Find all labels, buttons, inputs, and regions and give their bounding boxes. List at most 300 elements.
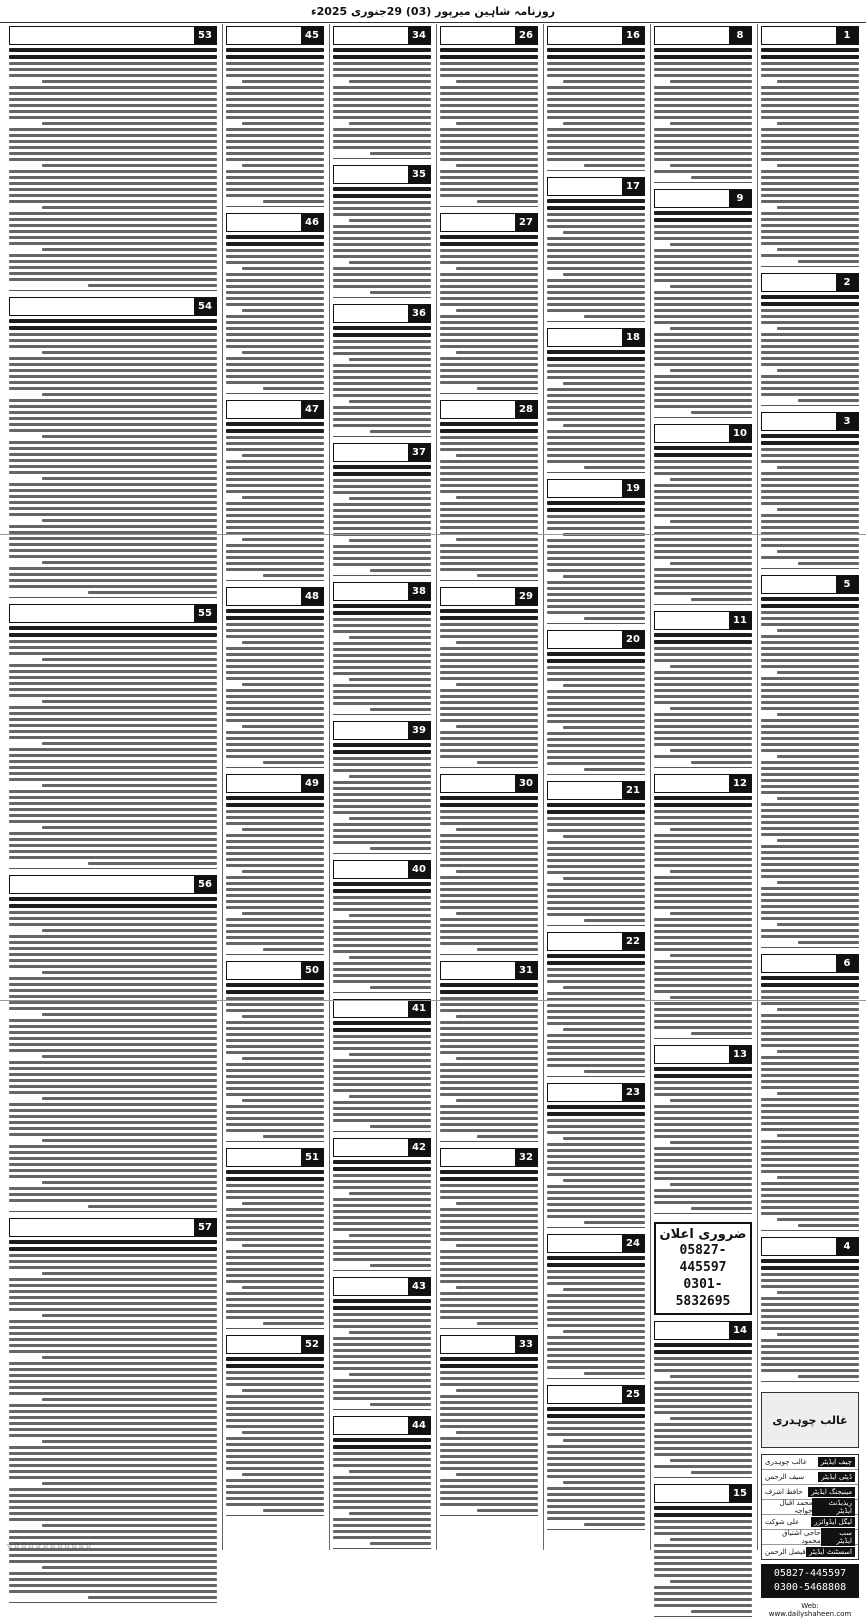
text-line: [761, 905, 859, 908]
text-line: [440, 1081, 538, 1084]
text-line: [440, 466, 538, 469]
text-line: [440, 1226, 538, 1229]
story-text: [226, 983, 324, 1138]
text-line: [333, 509, 431, 512]
text-line: [761, 1259, 859, 1263]
text-line: [242, 1389, 324, 1392]
text-line: [226, 1419, 324, 1422]
text-line: [761, 302, 859, 306]
text-line: [440, 502, 538, 505]
text-line: [440, 1039, 538, 1042]
text-line: [547, 1209, 645, 1212]
text-line: [440, 858, 538, 861]
text-line: [9, 1464, 217, 1467]
text-line: [654, 556, 752, 559]
text-line: [440, 1401, 538, 1404]
text-line: [440, 321, 538, 324]
text-line: [333, 962, 431, 965]
text-line: [42, 519, 217, 522]
text-line: [670, 369, 752, 372]
story-divider: [333, 1131, 431, 1132]
text-line: [761, 833, 859, 836]
text-line: [9, 98, 217, 101]
text-line: [547, 1499, 645, 1502]
story-divider: [654, 1477, 752, 1478]
text-line: [584, 919, 645, 922]
story-header: [547, 1385, 645, 1404]
text-line: [242, 309, 324, 312]
text-line: [333, 1160, 431, 1164]
text-line: [333, 352, 431, 355]
text-line: [547, 696, 645, 699]
text-line: [333, 346, 431, 349]
story-header: [654, 1484, 752, 1503]
story-divider: [654, 767, 752, 768]
text-line: [42, 393, 217, 396]
text-line: [9, 748, 217, 751]
text-line: [263, 387, 324, 390]
text-line: [456, 828, 538, 831]
text-line: [761, 520, 859, 523]
text-line: [547, 1348, 645, 1351]
text-line: [226, 1407, 324, 1410]
text-line: [9, 814, 217, 817]
text-line: [547, 841, 645, 844]
text-line: [761, 935, 859, 938]
column-6: [222, 24, 327, 1550]
text-line: [761, 701, 859, 704]
text-line: [9, 1290, 217, 1293]
text-line: [670, 327, 752, 330]
text-line: [333, 1174, 431, 1177]
text-line: [547, 1052, 645, 1055]
text-line: [440, 55, 538, 59]
text-line: [226, 345, 324, 348]
text-line: [9, 904, 217, 908]
text-line: [226, 86, 324, 89]
text-line: [761, 62, 859, 65]
text-line: [9, 1554, 217, 1557]
story-number: 32: [515, 1149, 537, 1166]
text-line: [333, 140, 431, 143]
text-line: [88, 1596, 217, 1599]
text-line: [9, 706, 217, 709]
text-line: [9, 62, 217, 65]
text-line: [547, 309, 645, 312]
staff-name: محمد اقبال خواجہ: [779, 1499, 813, 1515]
text-line: [9, 1031, 217, 1034]
text-line: [9, 1476, 217, 1479]
story-text: [440, 609, 538, 764]
text-line: [456, 267, 538, 270]
text-line: [42, 1356, 217, 1359]
text-line: [9, 218, 217, 221]
text-line: [761, 333, 859, 336]
text-line: [654, 351, 752, 354]
text-line: [226, 743, 324, 746]
story-text: [226, 1357, 324, 1512]
text-line: [226, 1497, 324, 1500]
text-line: [226, 339, 324, 342]
text-line: [440, 1292, 538, 1295]
text-line: [333, 1355, 431, 1358]
story-text: [547, 1105, 645, 1224]
text-line: [226, 134, 324, 137]
text-line: [9, 772, 217, 775]
text-line: [440, 609, 538, 613]
text-line: [547, 1131, 645, 1134]
text-line: [547, 732, 645, 735]
text-line: [349, 1095, 431, 1098]
text-line: [9, 646, 217, 649]
text-line: [777, 327, 859, 330]
text-line: [9, 676, 217, 679]
text-line: [654, 484, 752, 487]
story-header: [547, 1234, 645, 1253]
text-line: [226, 803, 324, 807]
text-line: [370, 152, 431, 155]
text-line: [761, 1146, 859, 1149]
story-header: [333, 26, 431, 45]
text-line: [440, 1123, 538, 1126]
text-line: [333, 1167, 431, 1171]
text-line: [654, 1201, 752, 1204]
text-line: [654, 62, 752, 65]
notice-phone: 05827-445597: [679, 1243, 727, 1275]
text-line: [761, 357, 859, 360]
story-header: [333, 582, 431, 601]
text-line: [9, 224, 217, 227]
text-line: [654, 1405, 752, 1408]
text-line: [440, 303, 538, 306]
staff-role: چیف ایڈیٹر: [818, 1457, 855, 1467]
text-line: [584, 466, 645, 469]
text-line: [440, 1425, 538, 1428]
text-line: [9, 104, 217, 107]
text-line: [333, 465, 431, 469]
text-line: [440, 1177, 538, 1181]
text-line: [761, 393, 859, 396]
text-line: [226, 297, 324, 300]
text-line: [654, 930, 752, 933]
text-line: [440, 695, 538, 698]
text-line: [226, 55, 324, 59]
text-line: [777, 1050, 859, 1053]
text-line: [9, 923, 217, 926]
text-line: [670, 1183, 752, 1186]
text-line: [761, 1128, 859, 1131]
text-line: [654, 339, 752, 342]
news-story: [758, 24, 862, 271]
text-line: [547, 961, 645, 965]
story-text: [333, 1160, 431, 1267]
story-text: [440, 235, 538, 390]
text-line: [654, 1411, 752, 1414]
text-line: [9, 1428, 217, 1431]
text-line: [333, 267, 431, 270]
text-line: [333, 763, 431, 766]
text-line: [654, 249, 752, 252]
story-header: [9, 26, 217, 45]
text-line: [333, 201, 431, 204]
text-line: [761, 460, 859, 463]
text-line: [440, 490, 538, 493]
story-number: 26: [515, 27, 537, 44]
text-line: [547, 968, 645, 971]
text-line: [333, 388, 431, 391]
story-header: [654, 424, 752, 443]
text-line: [9, 802, 217, 805]
text-line: [333, 340, 431, 343]
story-number: 44: [408, 1417, 430, 1434]
text-line: [333, 1500, 431, 1503]
text-line: [226, 182, 324, 185]
text-line: [440, 1461, 538, 1464]
text-line: [440, 1419, 538, 1422]
story-divider: [654, 417, 752, 418]
text-line: [226, 840, 324, 843]
text-line: [333, 1113, 431, 1116]
story-header: [333, 721, 431, 740]
text-line: [9, 417, 217, 420]
text-line: [9, 272, 217, 275]
text-line: [333, 110, 431, 113]
story-divider: [333, 714, 431, 715]
story-number: 41: [408, 1000, 430, 1017]
text-line: [654, 1526, 752, 1529]
text-line: [761, 1086, 859, 1089]
text-line: [9, 850, 217, 853]
text-line: [440, 864, 538, 867]
text-line: [761, 899, 859, 902]
text-line: [226, 1214, 324, 1217]
text-line: [547, 750, 645, 753]
fold-line: [0, 534, 866, 535]
text-line: [440, 840, 538, 843]
text-line: [9, 319, 217, 323]
text-line: [349, 539, 431, 542]
text-line: [333, 479, 431, 482]
news-story: [330, 858, 434, 997]
text-line: [9, 1193, 217, 1196]
text-line: [333, 370, 431, 373]
text-line: [242, 164, 324, 167]
text-line: [654, 1520, 752, 1523]
text-line: [440, 249, 538, 252]
column-4: [436, 24, 541, 1550]
text-line: [761, 86, 859, 89]
text-line: [226, 1491, 324, 1494]
text-line: [263, 761, 324, 764]
text-line: [333, 207, 431, 210]
news-story: [651, 422, 755, 609]
text-line: [440, 713, 538, 716]
text-line: [333, 920, 431, 923]
text-line: [9, 832, 217, 835]
text-line: [242, 912, 324, 915]
text-line: [761, 821, 859, 824]
text-line: [654, 864, 752, 867]
text-line: [440, 273, 538, 276]
text-line: [547, 1016, 645, 1019]
news-story: [758, 573, 862, 952]
text-line: [9, 1332, 217, 1335]
text-line: [777, 80, 859, 83]
text-line: [226, 1377, 324, 1380]
text-line: [226, 1105, 324, 1108]
text-line: [654, 1002, 752, 1005]
text-line: [654, 279, 752, 282]
text-line: [226, 562, 324, 565]
text-line: [654, 816, 752, 819]
text-line: [333, 841, 431, 844]
text-line: [9, 959, 217, 962]
text-line: [777, 1333, 859, 1336]
text-line: [654, 55, 752, 59]
text-line: [691, 1207, 752, 1210]
text-line: [547, 418, 645, 421]
story-header: [440, 400, 538, 419]
text-line: [9, 242, 217, 245]
text-line: [333, 1518, 431, 1521]
text-line: [9, 68, 217, 71]
story-number: 16: [622, 27, 644, 44]
text-line: [654, 942, 752, 945]
text-line: [654, 48, 752, 52]
text-line: [42, 80, 217, 83]
text-line: [440, 297, 538, 300]
text-line: [761, 556, 859, 559]
text-line: [333, 515, 431, 518]
text-line: [761, 74, 859, 77]
text-line: [547, 55, 645, 59]
text-line: [440, 1093, 538, 1096]
text-line: [349, 636, 431, 639]
story-divider: [761, 1230, 859, 1231]
text-line: [547, 1312, 645, 1315]
text-line: [761, 441, 859, 445]
text-line: [761, 761, 859, 764]
text-line: [440, 1407, 538, 1410]
text-line: [761, 134, 859, 137]
text-line: [333, 630, 431, 633]
text-line: [226, 62, 324, 65]
text-line: [440, 1316, 538, 1319]
text-line: [9, 989, 217, 992]
story-text: [547, 954, 645, 1073]
text-line: [547, 810, 645, 814]
text-line: [761, 893, 859, 896]
text-line: [654, 1153, 752, 1156]
text-line: [9, 1079, 217, 1082]
text-line: [654, 810, 752, 813]
text-line: [226, 1111, 324, 1114]
text-line: [440, 629, 538, 632]
news-story: [223, 1146, 327, 1333]
text-line: [654, 399, 752, 402]
text-line: [440, 182, 538, 185]
text-line: [440, 1443, 538, 1446]
text-line: [440, 737, 538, 740]
text-line: [9, 92, 217, 95]
text-line: [547, 515, 645, 518]
text-line: [456, 80, 538, 83]
text-line: [654, 345, 752, 348]
story-divider: [333, 575, 431, 576]
text-line: [440, 436, 538, 439]
news-story: [544, 1232, 648, 1383]
text-line: [333, 418, 431, 421]
text-line: [226, 315, 324, 318]
text-line: [440, 235, 538, 239]
text-line: [9, 626, 217, 630]
story-header: [547, 177, 645, 196]
text-line: [777, 206, 859, 209]
news-story: [330, 163, 434, 302]
text-line: [440, 924, 538, 927]
story-text: [440, 1170, 538, 1325]
text-line: [9, 1536, 217, 1539]
text-line: [547, 297, 645, 300]
text-line: [9, 1121, 217, 1124]
text-line: [333, 68, 431, 71]
text-line: [654, 152, 752, 155]
text-line: [654, 978, 752, 981]
text-line: [226, 422, 324, 426]
text-line: [226, 1425, 324, 1428]
text-line: [333, 1107, 431, 1110]
text-line: [9, 48, 217, 52]
text-line: [547, 1318, 645, 1321]
text-line: [563, 1481, 645, 1484]
text-line: [440, 429, 538, 433]
text-line: [333, 980, 431, 983]
text-line: [654, 170, 752, 173]
text-line: [547, 756, 645, 759]
text-line: [456, 870, 538, 873]
text-line: [9, 1338, 217, 1341]
text-line: [333, 279, 431, 282]
text-line: [9, 1410, 217, 1413]
text-line: [761, 315, 859, 318]
staff-list: [761, 1454, 859, 1560]
text-line: [226, 749, 324, 752]
story-text: [333, 604, 431, 711]
text-line: [333, 326, 431, 330]
text-line: [370, 430, 431, 433]
text-line: [761, 182, 859, 185]
text-line: [654, 237, 752, 240]
text-line: [9, 856, 217, 859]
text-line: [654, 387, 752, 390]
text-line: [9, 453, 217, 456]
text-line: [654, 633, 752, 637]
text-line: [440, 810, 538, 813]
text-line: [456, 912, 538, 915]
text-line: [456, 538, 538, 541]
text-line: [798, 399, 859, 402]
text-line: [226, 242, 324, 246]
text-line: [654, 1343, 752, 1347]
story-number: 19: [622, 480, 644, 497]
text-line: [333, 104, 431, 107]
text-line: [547, 1342, 645, 1345]
text-line: [9, 1145, 217, 1148]
text-line: [9, 465, 217, 468]
text-line: [798, 941, 859, 944]
text-line: [242, 1244, 324, 1247]
text-line: [333, 472, 431, 476]
